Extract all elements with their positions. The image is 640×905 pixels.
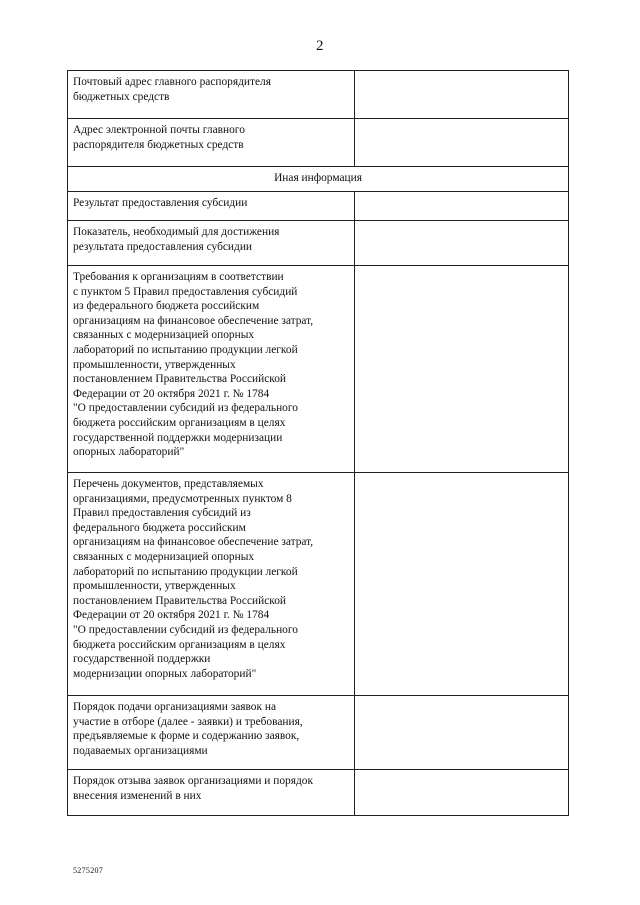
field-label-result-indicator: Показатель, необходимый для достижения результата предоставления субсидии [68,221,355,266]
table-row [68,167,569,192]
table-row [68,71,569,119]
field-value-result-indicator[interactable] [355,221,569,266]
table-row [68,266,569,473]
table-row [68,192,569,221]
field-value-organization-requirements[interactable] [355,266,569,473]
field-label-organization-requirements: Требования к организациям в соответствии с пунктом 5 Правил предоставления субсидий из федерального бюджета российским организациям на финансовое обеспечение затрат, связанных с модернизацией опорных лабораторий по испытанию продукции легкой промышленности, утвержденных постановлением Правительства Российской Федерации от 20 октября 2021 г. № 1784 "О предоставлении субсидий из федерального бюджета российским организациям в целях государственной поддержки модернизации опорных лабораторий" [68,266,355,473]
field-label-subsidy-result: Результат предоставления субсидии [68,192,355,221]
document-code: 5275207 [73,866,104,875]
field-value-documents-list[interactable] [355,473,569,696]
table-row [68,221,569,266]
info-table [67,70,569,816]
field-label-documents-list: Перечень документов, представляемых организациями, предусмотренных пунктом 8 Правил предоставления субсидий из федерального бюджета российским организациям на финансовое обеспечение затрат, связанных с модернизацией опорных лабораторий по испытанию продукции легкой промышленности, утвержденных постановлением Правительства Российской Федерации от 20 октября 2021 г. № 1784 "О предоставлении субсидий из федерального бюджета российским организациям в целях государственной поддержки модернизации опорных лабораторий" [68,473,355,696]
section-heading: Иная информация [68,167,569,192]
field-value-withdrawal-procedure[interactable] [355,770,569,816]
field-label-withdrawal-procedure: Порядок отзыва заявок организациями и порядок внесения изменений в них [68,770,355,816]
field-value-subsidy-result[interactable] [355,192,569,221]
table-row [68,473,569,696]
field-label-postal-address: Почтовый адрес главного распорядителя бюджетных средств [68,71,355,119]
field-value-email-address[interactable] [355,119,569,167]
field-label-email-address: Адрес электронной почты главного распорядителя бюджетных средств [68,119,355,167]
table-row [68,696,569,770]
field-value-postal-address[interactable] [355,71,569,119]
field-label-application-procedure: Порядок подачи организациями заявок на участие в отборе (далее - заявки) и требования, предъявляемые к форме и содержанию заявок, подаваемых организациями [68,696,355,770]
page-number: 2 [316,38,324,54]
field-value-application-procedure[interactable] [355,696,569,770]
table-row [68,770,569,816]
table-row [68,119,569,167]
